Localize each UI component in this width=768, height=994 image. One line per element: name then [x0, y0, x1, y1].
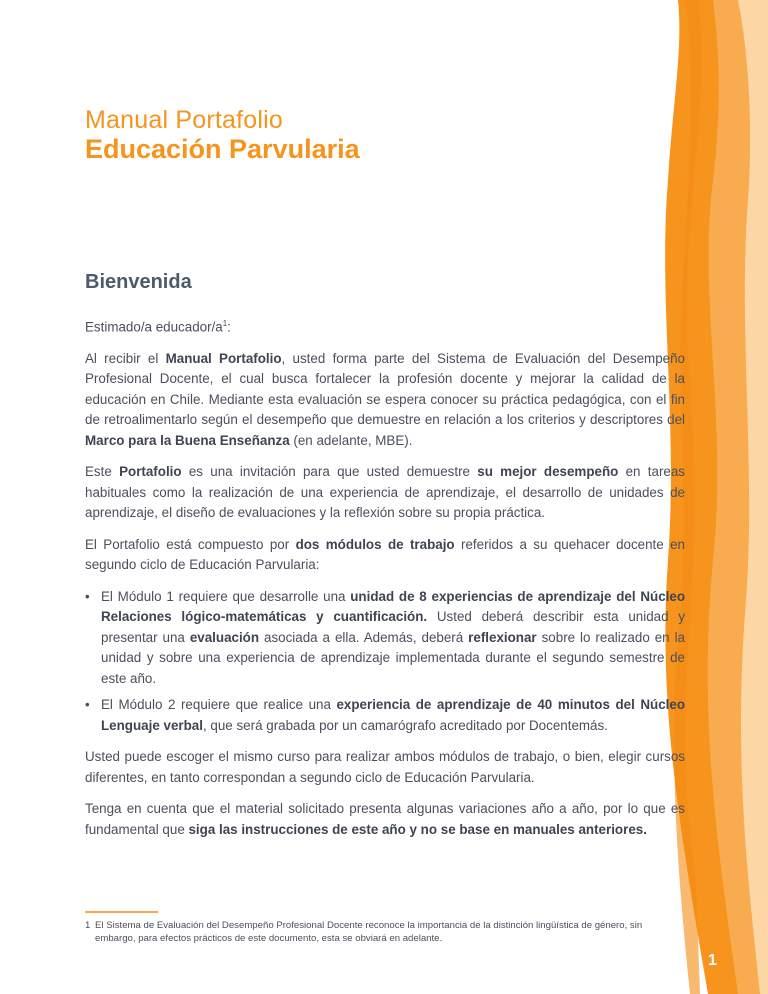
bold-text: evaluación: [189, 629, 260, 645]
greeting-text: Estimado/a educador/a: [85, 319, 223, 335]
bold-text: Marco para la Buena Enseñanza: [85, 432, 290, 448]
text-run: Este: [85, 464, 120, 480]
text-run: Usted deberá describir esta unidad y presentar una: [101, 609, 685, 645]
bold-text: experiencia de aprendizaje de 40 minutos del Núcleo Lenguaje verbal: [101, 697, 686, 733]
module-list: [85, 587, 685, 737]
greeting: [85, 314, 685, 338]
footnote-divider: [85, 911, 158, 913]
list-item: [85, 587, 685, 690]
text-run: El Módulo 2 requiere que realice una: [101, 697, 337, 713]
bold-text: reflexionar: [468, 629, 537, 645]
paragraph: [85, 747, 685, 788]
bold-text: su mejor desempeño: [477, 464, 619, 480]
bold-text: Manual Portafolio: [165, 350, 282, 366]
section-title: Bienvenida: [85, 271, 192, 293]
footnote-number: 1: [85, 920, 91, 931]
text-run: , que será grabada por un camarógrafo acreditado por Docentemás.: [202, 717, 608, 733]
text-run: en tareas habituales como la realización de una experiencia de aprendizaje, el desarrollo de unidades de aprendizaje, el diseño de evaluaciones y la reflexión sobre su propia práctica.: [85, 464, 685, 521]
document-subtitle: Manual Portafolio: [85, 106, 283, 134]
bold-text: dos módulos de trabajo: [295, 536, 455, 552]
text-run: sobre lo realizado en la unidad y sobre una experiencia de aprendizaje implementada durante el segundo semestre de este año.: [101, 629, 685, 686]
paragraph: [85, 462, 685, 524]
footnote-text: El Sistema de Evaluación del Desempeño Profesional Docente reconoce la importancia de la distinción lingüística de género, sin embargo, para efectos prácticos de este documento, esta se obviará en adelante.: [95, 920, 643, 944]
text-run: Al recibir el: [85, 350, 166, 366]
body-text: [85, 314, 685, 851]
paragraph: [85, 799, 685, 840]
text-run: , usted forma parte del Sistema de Evaluación del Desempeño Profesional Docente, el cual busca fortalecer la profesión docente y mejorar la calidad de la educación en Chile. Mediante esta evaluación se espera conocer su práctica pedagógica, con el fin de retroalimentarlo según el desempeño que demuestre en relación a los criterios y descriptores del: [85, 350, 685, 428]
paragraph: [85, 349, 685, 452]
text-run: (en adelante, MBE).: [289, 432, 413, 448]
text-run: El Portafolio está compuesto por: [85, 536, 296, 552]
text-run: Usted puede escoger el mismo curso para realizar ambos módulos de trabajo, o bien, elegir cursos diferentes, en tanto correspondan a segundo ciclo de Educación Parvularia.: [85, 749, 685, 785]
greeting-suffix: :: [227, 319, 231, 335]
footnote-ref: 1: [222, 319, 228, 328]
text-run: El Módulo 1 requiere que desarrolle una: [101, 588, 351, 604]
bold-text: siga las instrucciones de este año y no se base en manuales anteriores.: [188, 821, 647, 837]
document-title: Educación Parvularia: [85, 134, 360, 164]
bold-text: Portafolio: [119, 464, 182, 480]
bold-text: unidad de 8 experiencias de aprendizaje del Núcleo Relaciones lógico-matemáticas y cuantificación.: [101, 588, 685, 625]
text-run: referidos a su quehacer docente en segundo ciclo de Educación Parvularia:: [85, 536, 685, 573]
page-number: 1: [708, 952, 717, 969]
footnote: [85, 919, 685, 945]
text-run: Tenga en cuenta que el material solicitado presenta algunas variaciones año a año, por lo que es fundamental que: [85, 801, 685, 837]
text-run: asociada a ella. Además, deberá: [259, 629, 469, 645]
text-run: es una invitación para que usted demuestre: [181, 464, 478, 480]
list-item: [85, 695, 685, 736]
paragraph: [85, 535, 685, 576]
